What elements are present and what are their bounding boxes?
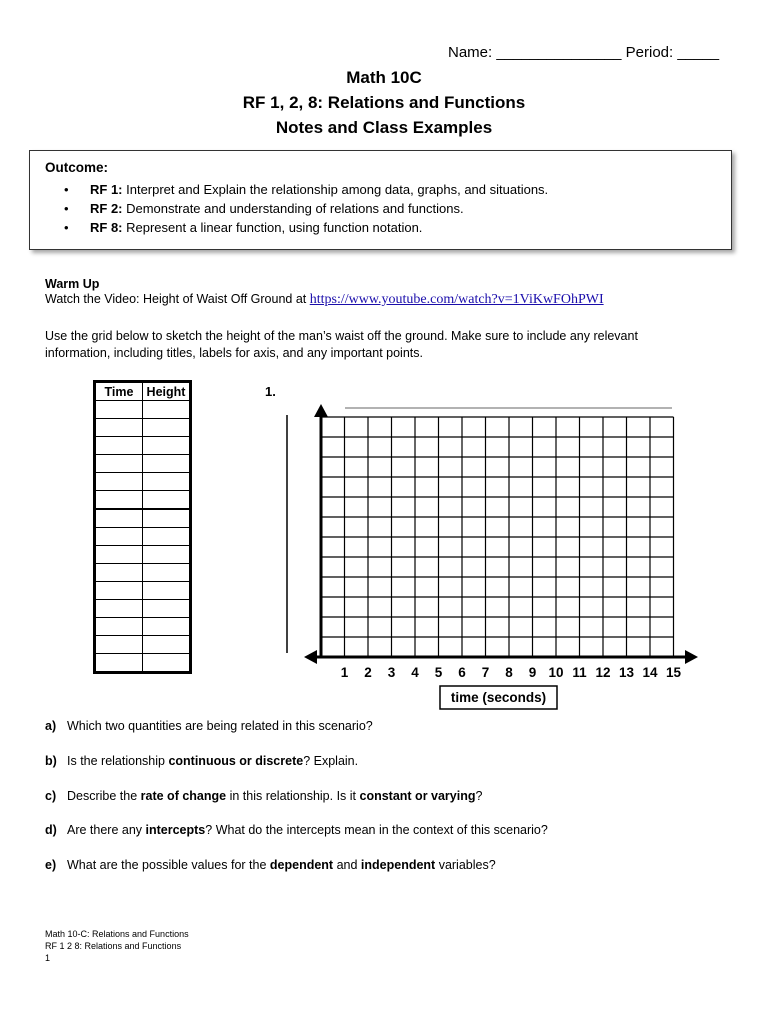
x-tick-label: 6 [458, 665, 466, 680]
question [45, 858, 496, 872]
height-cell[interactable] [143, 528, 190, 546]
video-link[interactable]: https://www.youtube.com/watch?v=1ViKwFOhPWI [309, 292, 604, 307]
video-line [45, 292, 604, 308]
height-cell[interactable] [143, 419, 190, 437]
question-text: Is the relationship [67, 754, 169, 768]
table-header-time: Time [96, 383, 143, 401]
time-cell[interactable] [96, 401, 143, 419]
x-tick-label: 1 [340, 665, 349, 680]
question-text: independent [360, 858, 436, 872]
question-label: c) [45, 789, 57, 803]
question-text: ? Explain. [303, 754, 359, 768]
question-text: dependent [269, 858, 334, 872]
table-row[interactable] [96, 473, 190, 491]
graph[interactable] [280, 395, 710, 715]
footer-page-number: 1 [45, 953, 51, 963]
x-tick-label: 2 [364, 665, 372, 680]
height-cell[interactable] [143, 401, 190, 419]
grid [321, 417, 674, 657]
height-cell[interactable] [143, 455, 190, 473]
height-cell[interactable] [143, 636, 190, 654]
question-text: intercepts [145, 823, 206, 837]
question-text: in this relationship. Is it [226, 789, 360, 803]
x-tick-label: 14 [642, 665, 658, 680]
table-row[interactable] [96, 401, 190, 419]
question [45, 754, 358, 768]
x-axis-right-arrow-icon [685, 650, 698, 664]
x-tick-label: 8 [505, 665, 513, 680]
question-text: ? [475, 789, 483, 803]
x-axis-left-arrow-icon [304, 650, 317, 664]
height-cell[interactable] [143, 564, 190, 582]
table-row[interactable] [96, 419, 190, 437]
height-cell[interactable] [143, 437, 190, 455]
height-cell[interactable] [143, 491, 190, 510]
time-cell[interactable] [96, 654, 143, 672]
x-axis-label: time (seconds) [450, 690, 547, 705]
video-prefix: Watch the Video: Height of Waist Off Ground at [45, 292, 310, 306]
outcome-item: • RF 8: Represent a linear function, using function notation. [64, 220, 423, 235]
instructions-line-2: information, including titles, labels for axis, and any important points. [45, 346, 423, 360]
table-header-height: Height [143, 383, 190, 401]
height-cell[interactable] [143, 618, 190, 636]
table-row[interactable] [96, 528, 190, 546]
x-tick-labels [341, 665, 682, 680]
table-row[interactable] [96, 654, 190, 672]
height-cell[interactable] [143, 546, 190, 564]
question-text: What are the possible values for the [67, 858, 270, 872]
x-tick-label: 15 [665, 665, 682, 680]
height-cell[interactable] [143, 600, 190, 618]
question-text: constant or varying [359, 789, 476, 803]
time-height-table[interactable] [95, 382, 190, 672]
x-tick-label: 3 [387, 665, 396, 680]
time-cell[interactable] [96, 437, 143, 455]
height-cell[interactable] [143, 582, 190, 600]
x-tick-label: 13 [618, 665, 635, 680]
outcome-title: Outcome: [45, 160, 109, 175]
course-title: Math 10C [346, 68, 422, 87]
table-row[interactable] [96, 437, 190, 455]
table-row[interactable] [96, 636, 190, 654]
table-row[interactable] [96, 600, 190, 618]
question-text: Which two quantities are being related in this scenario? [67, 719, 373, 733]
question-text: rate of change [140, 789, 227, 803]
time-cell[interactable] [96, 564, 143, 582]
question [45, 789, 482, 803]
question-text: and [333, 858, 361, 872]
outcome-list [64, 180, 548, 237]
question [45, 823, 548, 837]
table-row[interactable] [96, 618, 190, 636]
table-row[interactable] [96, 546, 190, 564]
time-cell[interactable] [96, 419, 143, 437]
time-cell[interactable] [96, 636, 143, 654]
outcome-item: • RF 2: Demonstrate and understanding of relations and functions. [64, 201, 464, 216]
x-tick-label: 10 [548, 665, 564, 680]
warmup-heading: Warm Up [45, 277, 100, 291]
footer-line-2: RF 1 2 8: Relations and Functions [45, 941, 182, 951]
footer-line-1: Math 10-C: Relations and Functions [45, 929, 189, 939]
question-label: d) [45, 823, 57, 837]
graph-number: 1. [265, 384, 276, 399]
time-cell[interactable] [96, 618, 143, 636]
topic-title: RF 1, 2, 8: Relations and Functions [242, 93, 526, 112]
table-row[interactable] [96, 564, 190, 582]
question-text: continuous or discrete [168, 754, 304, 768]
question-text: ? What do the intercepts mean in the context of this scenario? [205, 823, 548, 837]
question-label: e) [45, 858, 57, 872]
x-tick-label: 9 [528, 665, 537, 680]
table-row[interactable] [96, 582, 190, 600]
height-cell[interactable] [143, 473, 190, 491]
table-row[interactable] [96, 491, 190, 510]
name-period-line[interactable]: Name: _______________ Period: _____ [448, 44, 720, 61]
x-tick-label: 12 [595, 665, 611, 680]
table-row[interactable] [96, 455, 190, 473]
outcome-item: • RF 1: Interpret and Explain the relationship among data, graphs, and situations. [64, 182, 549, 197]
instructions-line-1: Use the grid below to sketch the height of the man’s waist off the ground. Make sure to include any relevant [45, 329, 638, 343]
time-cell[interactable] [96, 455, 143, 473]
time-cell[interactable] [96, 600, 143, 618]
height-cell[interactable] [143, 654, 190, 672]
time-height-table-wrap [93, 380, 192, 674]
x-tick-label: 7 [481, 665, 490, 680]
time-cell[interactable] [96, 546, 143, 564]
footer [45, 928, 189, 964]
x-tick-label: 4 [411, 665, 419, 680]
question-text: Describe the [67, 789, 141, 803]
question-label: b) [45, 754, 57, 768]
subtitle: Notes and Class Examples [275, 118, 493, 137]
time-cell[interactable] [96, 491, 143, 510]
question-text: Are there any [67, 823, 146, 837]
time-cell[interactable] [96, 528, 143, 546]
time-cell[interactable] [96, 509, 143, 528]
x-tick-label: 5 [434, 665, 443, 680]
y-axis-arrow-icon [314, 404, 328, 417]
time-cell[interactable] [96, 473, 143, 491]
question [45, 719, 373, 733]
x-tick-label: 11 [572, 665, 587, 680]
time-cell[interactable] [96, 582, 143, 600]
question-label: a) [45, 719, 57, 733]
question-text: variables? [435, 858, 496, 872]
table-row[interactable] [96, 509, 190, 528]
height-cell[interactable] [143, 509, 190, 528]
